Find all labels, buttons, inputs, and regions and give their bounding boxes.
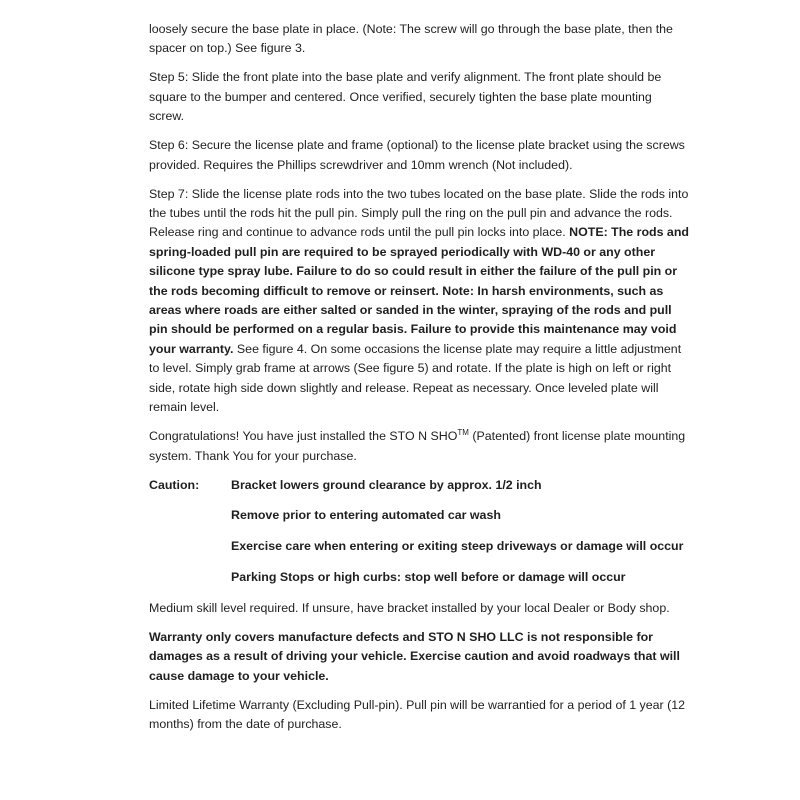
document-body [149, 20, 689, 744]
caution-item-text: Remove prior to entering automated car wash [231, 508, 501, 523]
caution-item-text: Exercise care when entering or exiting steep driveways or damage will occur [231, 539, 684, 554]
caution-item [149, 568, 689, 587]
congrats-text-end: (Patented) front license plate mounting system. Thank You for your purchase. [149, 429, 686, 463]
caution-item [149, 506, 689, 525]
trademark-mark: TM [457, 428, 469, 438]
paragraph-step-7 [149, 185, 689, 418]
caution-item [149, 537, 689, 556]
caution-list [149, 476, 689, 588]
congrats-text: Congratulations! You have just installed the STO N SHO [149, 429, 458, 444]
paragraph-step-6: Step 6: Secure the license plate and frame (optional) to the license plate bracket using the screws provided. Requires the Phillips screwdriver and 10mm wrench (Not included). [149, 138, 685, 172]
paragraph-warranty-disclaimer [149, 628, 689, 686]
paragraph-skill-level: Medium skill level required. If unsure, have bracket installed by your local Dealer or Body shop. [149, 600, 670, 615]
caution-item-text: Bracket lowers ground clearance by approx. 1/2 inch [231, 477, 542, 492]
caution-item-text: Parking Stops or high curbs: stop well before or damage will occur [231, 569, 626, 584]
step-7-intro: Step 7: Slide the license plate rods into the two tubes located on the base plate. Slide the rods into the tubes until the rods hit the pull pin. Simply pull the ring on the pull pin and advance the rods. Release ring and continue to advance rods until the pull pin locks into place. [149, 186, 689, 240]
warranty-disclaimer-text: Warranty only covers manufacture defects and STO N SHO LLC is not responsible for damages as a result of driving your vehicle. Exercise caution and avoid roadways that will cause damage to your vehicle. [149, 629, 680, 683]
paragraph-step-5: Step 5: Slide the front plate into the base plate and verify alignment. The front plate should be square to the bumper and centered. Once verified, securely tighten the base plate mounting screw. [149, 70, 662, 124]
paragraph-congratulations [149, 427, 689, 466]
step-7-leveling: See figure 4. On some occasions the license plate may require a little adjustment to level. Simply grab frame at arrows (See figure 5) and rotate. If the plate is high on left or right side, rotate high side down slightly and release. Repeat as necessary. Once leveled plate will remain level. [149, 341, 682, 415]
caution-item [149, 476, 689, 495]
paragraph-lifetime-warranty: Limited Lifetime Warranty (Excluding Pull-pin). Pull pin will be warrantied for a period of 1 year (12 months) from the date of purchase. [149, 697, 686, 731]
step-7-maintenance-note: NOTE: The rods and spring-loaded pull pin are required to be sprayed periodically with WD-40 or any other silicone type spray lube. Failure to do so could result in either the failure of the pull pin or the rods becoming difficult to remove or reinsert. Note: In harsh environments, such as areas where roads are either salted or sanded in the winter, spraying of the rods and pull pin should be performed on a regular basis. Failure to provide this maintenance may void your warranty. [149, 225, 689, 356]
caution-label: Caution: [149, 477, 200, 492]
paragraph-base-plate: loosely secure the base plate in place. (Note: The screw will go through the base plate, then the spacer on top.) See figure 3. [149, 22, 673, 56]
